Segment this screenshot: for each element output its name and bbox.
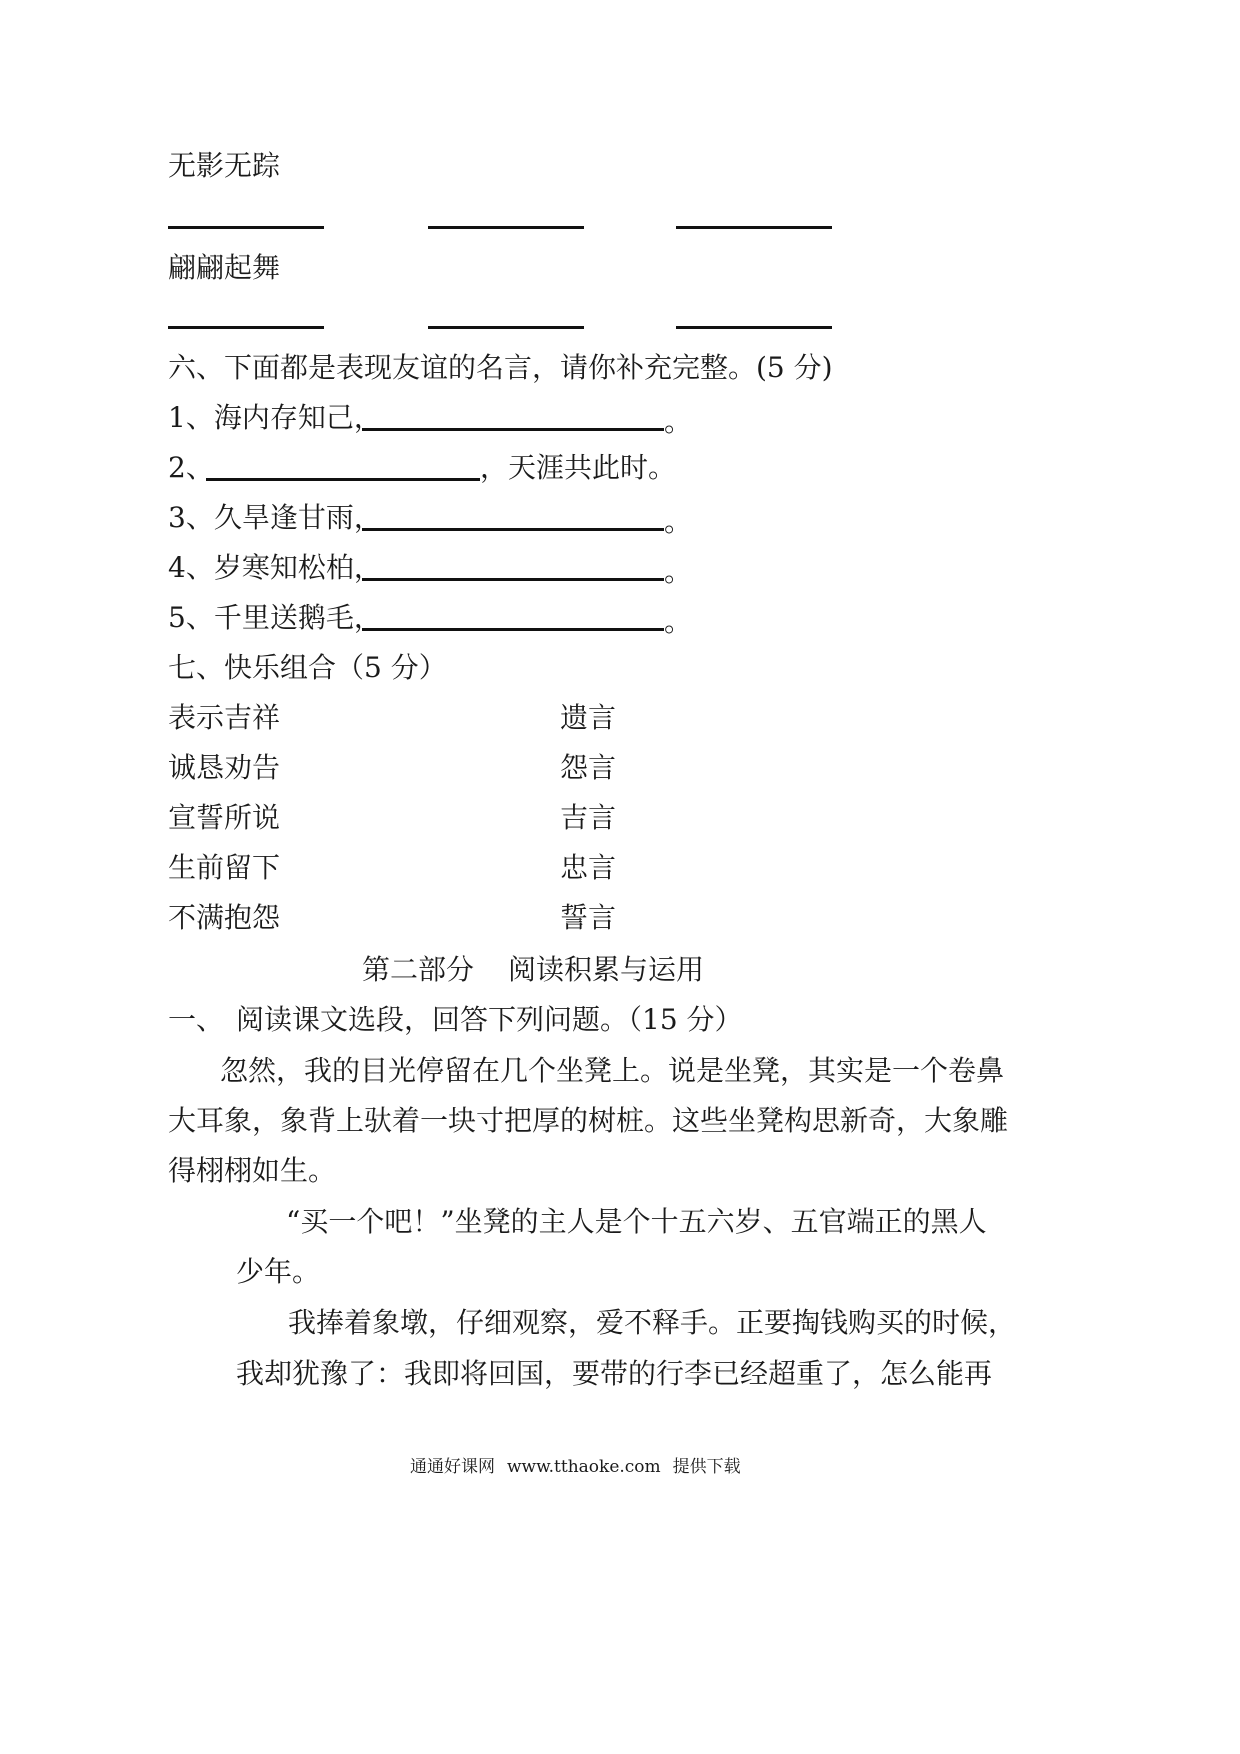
- answer-blank[interactable]: [428, 226, 584, 229]
- q7-right-item[interactable]: 吉言: [560, 801, 617, 834]
- q6-item-1-suffix: 。: [664, 405, 693, 438]
- q6-item-1-blank[interactable]: [362, 428, 664, 431]
- question-7-title: 七、快乐组合（5 分）: [168, 651, 447, 684]
- passage-line: 我捧着象墩，仔细观察，爱不释手。正要掏钱购买的时候，: [288, 1306, 1017, 1339]
- q7-left-item[interactable]: 宣誓所说: [168, 801, 281, 834]
- part2-title-a: 第二部分: [362, 953, 475, 986]
- answer-blank[interactable]: [676, 226, 832, 229]
- passage-line: 得栩栩如生。: [168, 1154, 337, 1187]
- passage-line: 忽然，我的目光停留在几个坐凳上。说是坐凳，其实是一个卷鼻: [220, 1054, 1005, 1087]
- footer-site-name: 通通好课网: [410, 1457, 495, 1477]
- passage-line: 少年。: [236, 1255, 321, 1288]
- q6-item-4-blank[interactable]: [362, 578, 664, 581]
- footer-url[interactable]: www.tthaoke.com: [507, 1457, 661, 1477]
- q7-left-item[interactable]: 生前留下: [168, 851, 281, 884]
- answer-blank[interactable]: [428, 326, 584, 329]
- question-6-title: 六、下面都是表现友谊的名言，请你补充完整。(5 分): [168, 351, 833, 384]
- q6-item-4-suffix: 。: [664, 555, 693, 588]
- q6-item-3-prefix: 3、久旱逢甘雨，: [168, 501, 382, 534]
- q6-item-5-blank[interactable]: [362, 628, 664, 631]
- q7-left-item[interactable]: 表示吉祥: [168, 701, 281, 734]
- q7-left-item[interactable]: 诚恳劝告: [168, 751, 281, 784]
- passage-line: 我却犹豫了：我即将回国，要带的行李已经超重了，怎么能再: [236, 1357, 993, 1390]
- q7-right-item[interactable]: 遗言: [560, 701, 617, 734]
- passage-line: “买一个吧！”坐凳的主人是个十五六岁、五官端正的黑人: [286, 1205, 987, 1238]
- q6-item-3-suffix: 。: [664, 505, 693, 538]
- answer-blank[interactable]: [676, 326, 832, 329]
- q6-item-3-blank[interactable]: [362, 528, 664, 531]
- q7-right-item[interactable]: 忠言: [560, 851, 617, 884]
- answer-blank[interactable]: [168, 226, 324, 229]
- passage-line: 大耳象，象背上驮着一块寸把厚的树桩。这些坐凳构思新奇，大象雕: [168, 1104, 1009, 1137]
- part2-title-b: 阅读积累与运用: [508, 953, 705, 986]
- q6-item-1-prefix: 1、海内存知己，: [168, 401, 382, 434]
- answer-blank[interactable]: [168, 326, 324, 329]
- q6-item-2-prefix: 2、: [168, 451, 214, 484]
- q7-right-item[interactable]: 誓言: [560, 901, 617, 934]
- q6-item-2-suffix: ，天涯共此时。: [480, 451, 677, 484]
- page-footer: [410, 1456, 741, 1478]
- q7-right-item[interactable]: 怨言: [560, 751, 617, 784]
- q6-item-4-prefix: 4、岁寒知松柏，: [168, 551, 382, 584]
- q6-item-2-blank[interactable]: [206, 478, 480, 481]
- footer-suffix: 提供下载: [672, 1457, 741, 1477]
- part2-q1-number: 一、: [168, 1003, 225, 1036]
- word-item-2: 翩翩起舞: [168, 251, 281, 284]
- q6-item-5-suffix: 。: [664, 605, 693, 638]
- q7-left-item[interactable]: 不满抱怨: [168, 901, 281, 934]
- part2-q1-text: 阅读课文选段，回答下列问题。（15 分）: [236, 1003, 743, 1036]
- q6-item-5-prefix: 5、千里送鹅毛，: [168, 601, 382, 634]
- word-item-1: 无影无踪: [168, 149, 281, 182]
